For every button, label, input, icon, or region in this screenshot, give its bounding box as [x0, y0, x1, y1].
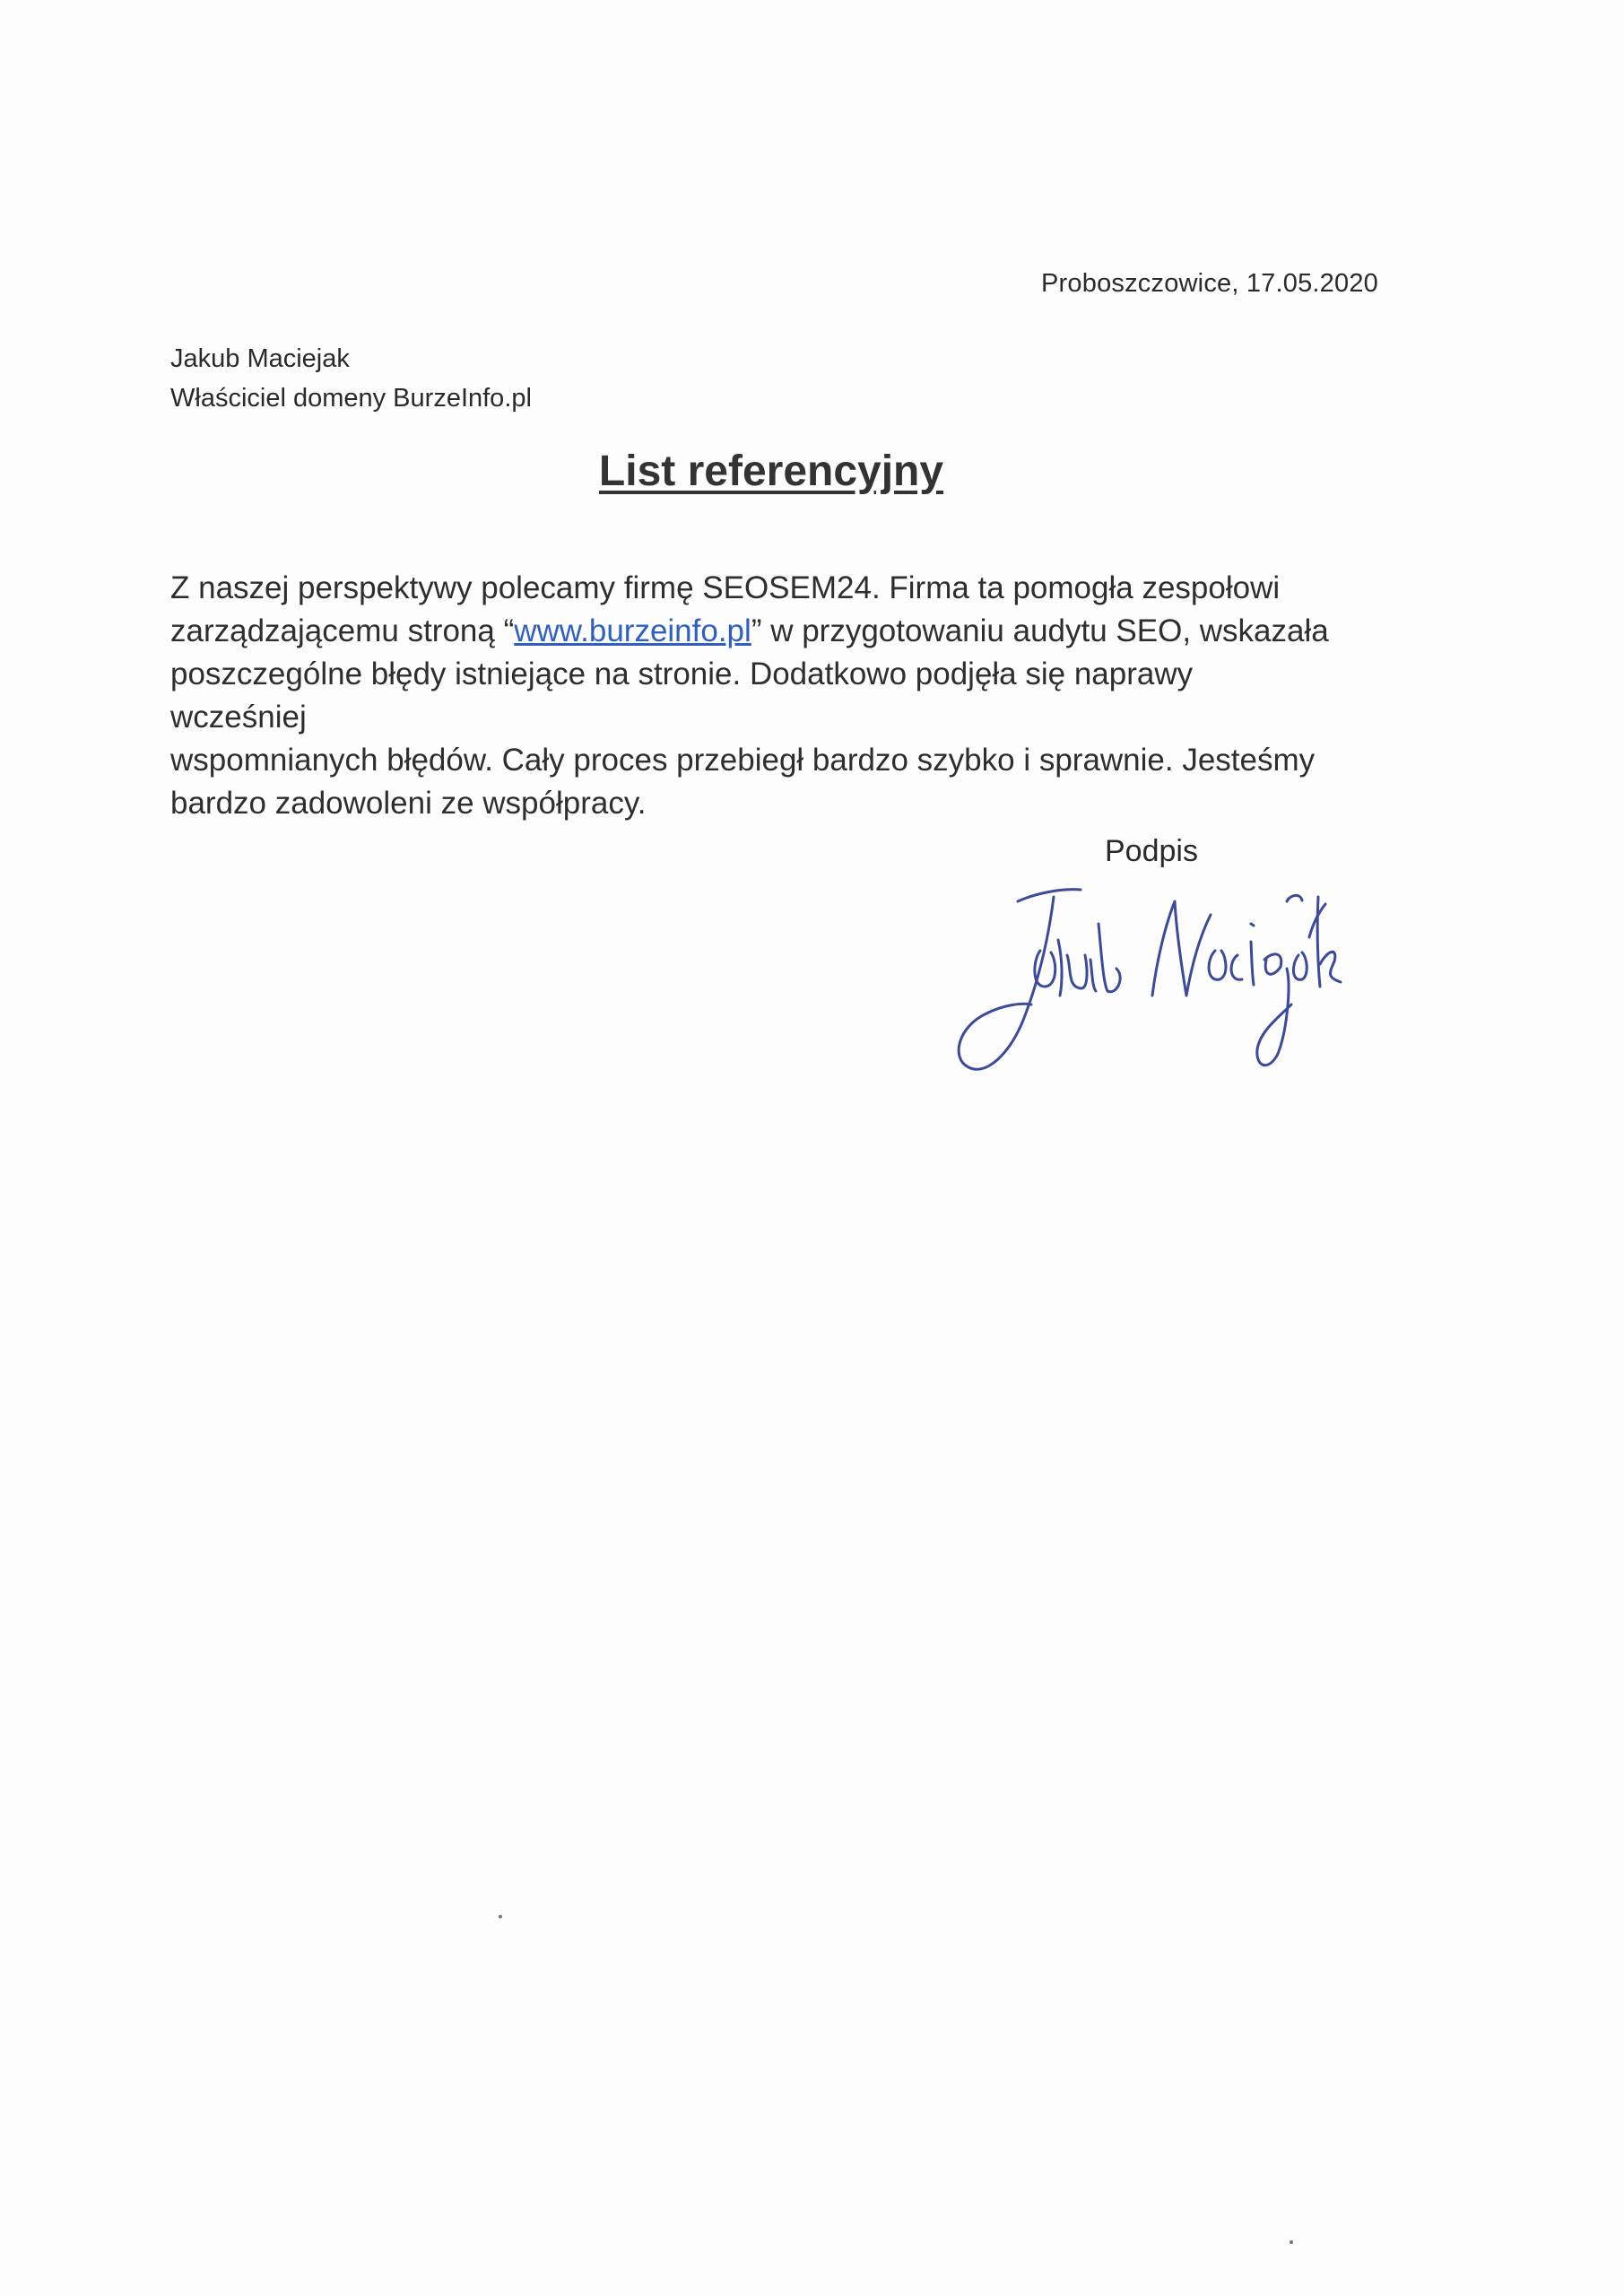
scan-speck	[1290, 2240, 1293, 2244]
body-line-text: ” w przygotowaniu audytu SEO, wskazała	[751, 613, 1329, 648]
body-line: wspomnianych błędów. Cały proces przebiegł bardzo szybko i sprawnie. Jesteśmy	[170, 743, 1316, 778]
letter-title: List referencyjny	[598, 448, 944, 495]
handwritten-signature	[933, 861, 1399, 1094]
scan-speck	[499, 1915, 502, 1918]
body-line	[170, 610, 1336, 653]
sender-role: Właściciel domeny BurzeInfo.pl	[170, 384, 532, 413]
website-link[interactable]: www.burzeinfo.pl	[514, 613, 751, 648]
place-and-date: Proboszczowice, 17.05.2020	[1041, 269, 1378, 298]
signature-label: Podpis	[1105, 834, 1198, 868]
body-line: poszczególne błędy istniejące na stronie. Dodatkowo podjęła się naprawy wcześniej	[170, 657, 1194, 735]
sender-block	[170, 339, 532, 418]
body-line: Z naszej perspektywy polecamy firmę SEOSEM24. Firma ta pomogła zespołowi	[170, 570, 1281, 605]
body-line-text: zarządzającemu stroną “	[170, 613, 515, 648]
letter-body	[170, 567, 1336, 825]
sender-name: Jakub Maciejak	[170, 344, 350, 373]
body-line: bardzo zadowoleni ze współpracy.	[170, 786, 647, 821]
